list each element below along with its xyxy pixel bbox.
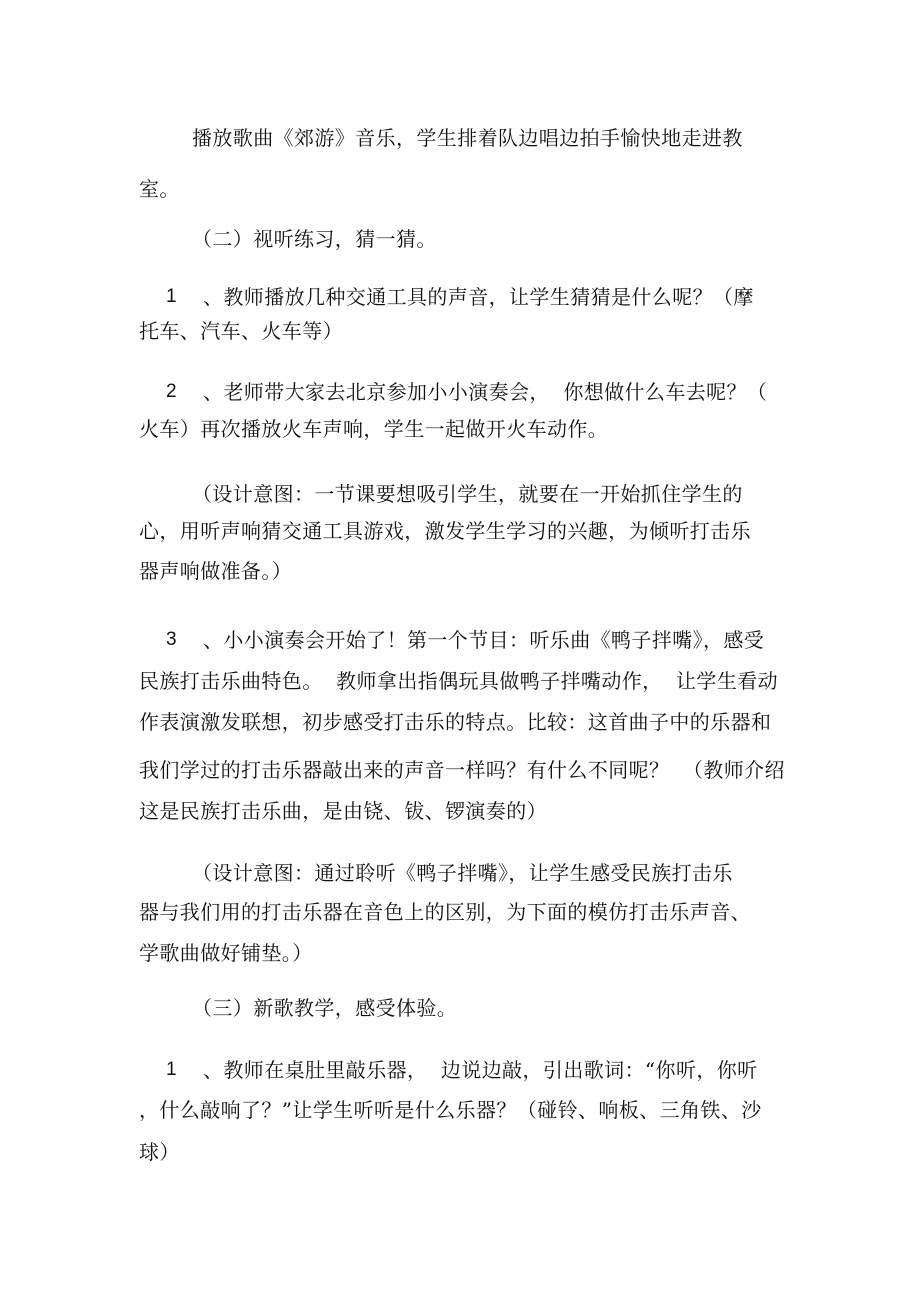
design-note-line: 器声响做准备。） [139,559,293,583]
paragraph-line: 、教师在桌肚里敲乐器， 边说边敲，引出歌词：“你听，你听 [203,1058,758,1082]
design-note-line: 心，用听声响猜交通工具游戏，激发学生学习的兴趣，为倾听打击乐 [139,519,751,543]
section-heading: （二）视听练习，猜一猜。 [192,227,437,251]
design-note-line: 器与我们用的打击乐器在音色上的区别，为下面的模仿打击乐声音、 [139,900,751,924]
item-number: 2 [166,381,177,402]
paragraph-line: 民族打击乐曲特色。 教师拿出指偶玩具做鸭子拌嘴动作， 让学生看动 [139,669,779,693]
paragraph-line: 、老师带大家去北京参加小小演奏会， 你想做什么车去呢？（ [203,380,768,404]
paragraph-line: 这是民族打击乐曲，是由铙、钹、锣演奏的） [139,799,547,823]
item-number: 1 [166,286,177,307]
design-note-line: 学歌曲做好铺垫。） [139,941,313,965]
paragraph-line: 托车、汽车、火车等） [139,319,343,343]
paragraph-line: 播放歌曲《郊游》音乐，学生排着队边唱边拍手愉快地走进教 [192,126,743,150]
paragraph-line: 我们学过的打击乐器敲出来的声音一样吗？有什么不同呢？ （教师介绍 [139,758,785,782]
design-note-line: （设计意图：一节课要想吸引学生，就要在一开始抓住学生的 [192,482,743,506]
paragraph-line: 球） [139,1140,180,1164]
paragraph-line: 室。 [139,177,180,201]
paragraph-line: ，什么敲响了？”让学生听听是什么乐器？（碰铃、响板、三角铁、沙 [139,1098,762,1122]
design-note-line: （设计意图：通过聆听《鸭子拌嘴》，让学生感受民族打击乐 [192,861,733,885]
paragraph-line: 、小小演奏会开始了！第一个节目：听乐曲《鸭子拌嘴》，感受 [203,628,765,652]
paragraph-line: 、教师播放几种交通工具的声音，让学生猜猜是什么呢？（摩 [203,285,754,309]
paragraph-line: 火车）再次播放火车声响，学生一起做开火车动作。 [139,417,609,441]
item-number: 1 [166,1059,177,1080]
paragraph-line: 作表演激发联想，初步感受打击乐的特点。比较：这首曲子中的乐器和 [139,710,772,734]
item-number: 3 [166,629,177,650]
section-heading: （三）新歌教学，感受体验。 [192,996,458,1020]
